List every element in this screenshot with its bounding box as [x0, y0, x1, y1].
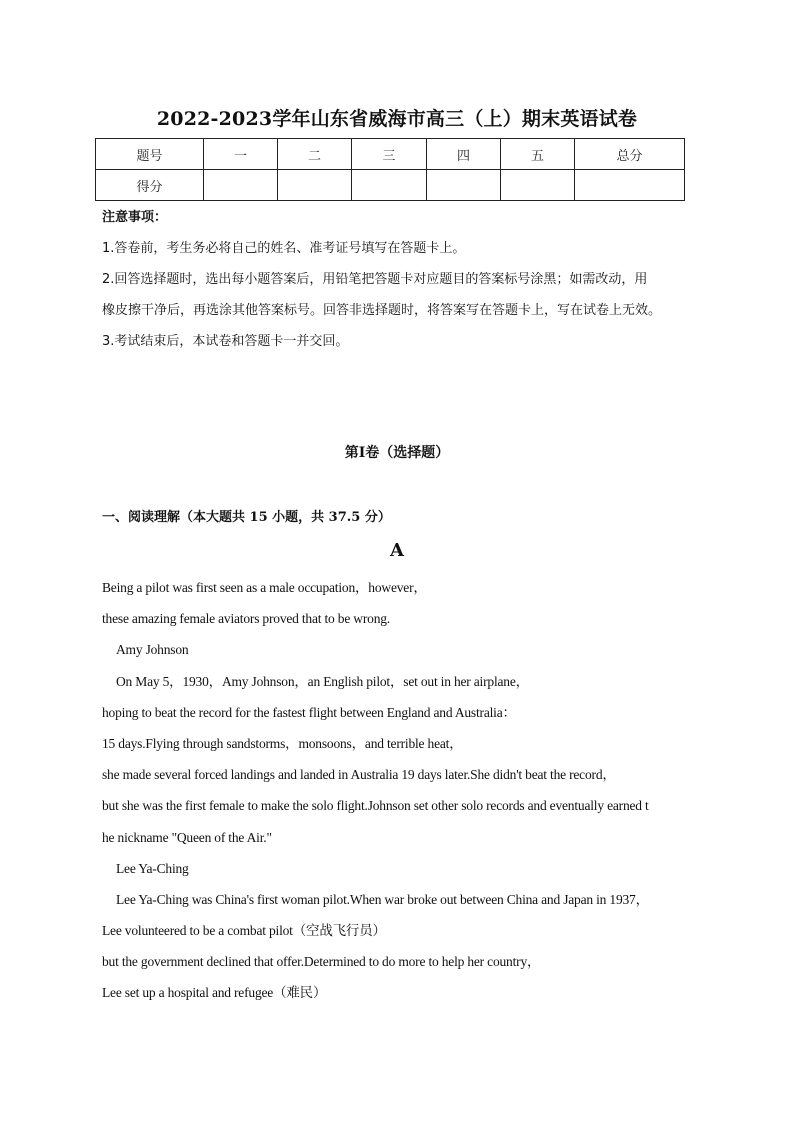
score-header-cell: 三	[352, 139, 427, 170]
passage-line: Lee volunteered to be a combat pilot（空战飞行员）	[102, 923, 386, 939]
score-header-cell: 四	[427, 139, 501, 170]
passage-line: On May 5，1930，Amy Johnson，an English pilot，set out in her airplane，	[116, 673, 529, 689]
passage-label: A	[390, 540, 404, 561]
passage-line: hoping to beat the record for the fastest flight between England and Australia：	[102, 704, 516, 720]
score-table-score-row	[96, 170, 685, 201]
score-cell	[427, 170, 501, 201]
score-header-cell: 五	[501, 139, 575, 170]
passage-subheading: Amy Johnson	[116, 642, 189, 658]
passage-line: he nickname "Queen of the Air."	[102, 829, 272, 845]
score-header-cell: 总分	[575, 139, 685, 170]
passage-subheading: Lee Ya-Ching	[116, 860, 189, 876]
passage-line: she made several forced landings and landed in Australia 19 days later.She didn't beat the record，	[102, 767, 616, 783]
passage-line: 15 days.Flying through sandstorms，monsoons，and terrible heat，	[102, 735, 463, 751]
passage-line: Lee set up a hospital and refugee（难民）	[102, 985, 327, 1001]
score-table-header-row	[96, 139, 685, 170]
score-cell	[575, 170, 685, 201]
passage-line: but the government declined that offer.Determined to do more to help her country，	[102, 954, 541, 970]
passage-text	[102, 577, 702, 1014]
score-cell	[278, 170, 352, 201]
score-row-label: 得分	[96, 170, 204, 201]
notes-line: 3.考试结束后，本试卷和答题卡一并交回。	[102, 334, 349, 349]
passage-line: Being a pilot was first seen as a male occupation，however，	[102, 580, 427, 595]
score-header-cell: 二	[278, 139, 352, 170]
part-title: 一、阅读理解（本大题共 15 小题，共 37.5 分）	[102, 510, 391, 525]
score-cell	[501, 170, 575, 201]
notes-section	[102, 207, 722, 362]
notes-line: 橡皮擦干净后，再选涂其他答案标号。回答非选择题时，将答案写在答题卡上，写在试卷上无效。	[102, 303, 662, 318]
score-table	[95, 138, 685, 201]
score-cell	[352, 170, 427, 201]
score-header-cell: 题号	[96, 139, 204, 170]
notes-line: 2.回答选择题时，选出每小题答案后，用铅笔把答题卡对应题目的答案标号涂黑；如需改动，用	[102, 272, 648, 287]
notes-heading: 注意事项：	[102, 210, 168, 225]
passage-line: these amazing female aviators proved that to be wrong.	[102, 611, 390, 627]
passage-line: Lee Ya-Ching was China's first woman pilot.When war broke out between China and Japan in 1937，	[116, 891, 649, 907]
section-title: 第Ⅰ卷（选择题）	[344, 445, 450, 461]
score-cell	[204, 170, 278, 201]
score-header-cell: 一	[204, 139, 278, 170]
exam-title: 2022-2023学年山东省威海市高三（上）期末英语试卷	[156, 108, 638, 130]
notes-line: 1.答卷前，考生务必将自己的姓名、准考证号填写在答题卡上。	[102, 241, 466, 256]
passage-line: but she was the first female to make the solo flight.Johnson set other solo records and eventually earned t	[102, 798, 649, 814]
